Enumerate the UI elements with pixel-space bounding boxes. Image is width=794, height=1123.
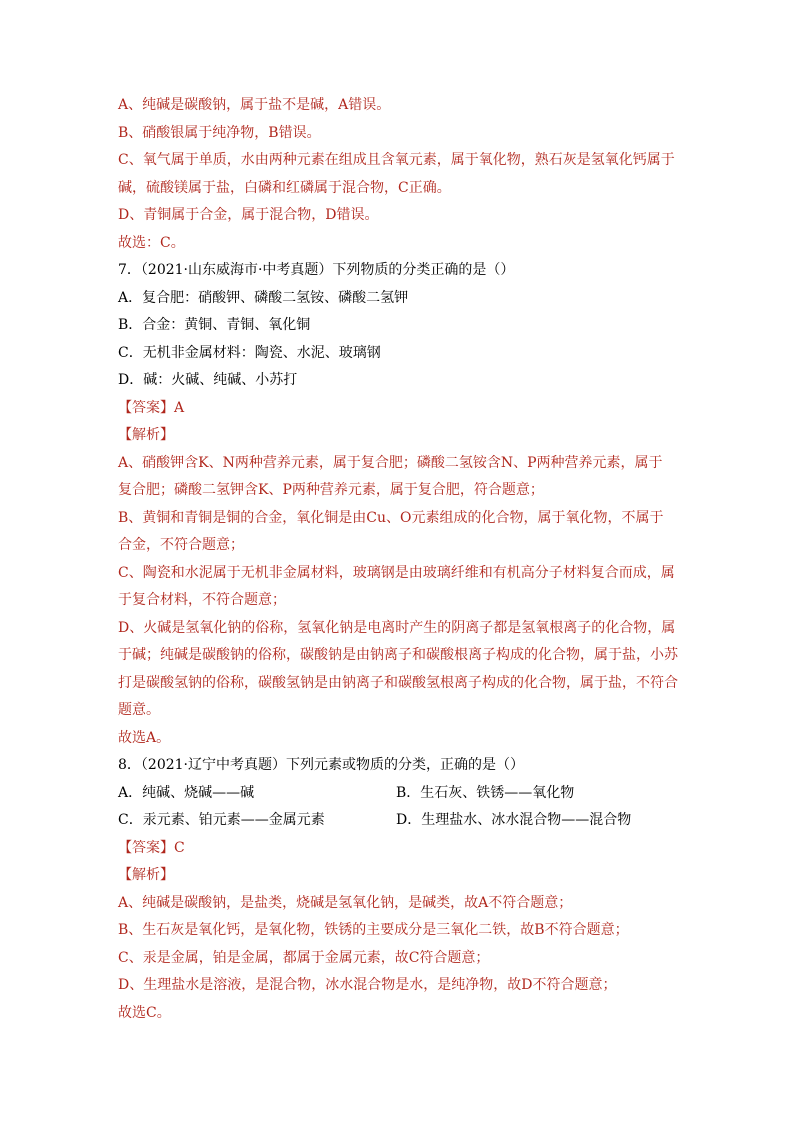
question-8 bbox=[118, 752, 688, 1027]
question-7-answer: 【答案】A bbox=[118, 399, 185, 416]
question-7-conclusion: 故选A。 bbox=[118, 729, 171, 746]
question-7-option-b: B．合金：黄铜、青铜、氧化铜 bbox=[118, 317, 311, 333]
question-8-options-row-2 bbox=[118, 807, 688, 835]
question-7 bbox=[118, 257, 688, 752]
prev-explanation-conclusion: 故选：C。 bbox=[118, 234, 185, 251]
question-8-option-d: D．生理盐水、冰水混合物——混合物 bbox=[396, 812, 632, 828]
question-8-option-b: B．生石灰、铁锈——氧化物 bbox=[396, 784, 575, 801]
question-7-analysis-line: C、陶瓷和水泥属于无机非金属材料，玻璃钢是由玻璃纤维和有机高分子材料复合而成，属 bbox=[118, 564, 675, 581]
question-7-analysis-line: 题意。 bbox=[118, 702, 160, 718]
question-7-analysis-line: 于复合材料，不符合题意； bbox=[118, 592, 286, 608]
prev-explanation-c1: C、氧气属于单质，水由两种元素在组成且含氧元素，属于氧化物，熟石灰是氢氧化钙属于 bbox=[118, 152, 675, 168]
question-7-analysis-line: D、火碱是氢氧化钠的俗称，氢氧化钠是电离时产生的阴离子都是氢氧根离子的化合物，属 bbox=[118, 619, 676, 636]
prev-explanation-c2: 碱，硫酸镁属于盐，白磷和红磷属于混合物，C正确。 bbox=[118, 179, 451, 196]
question-7-analysis-line: 复合肥；磷酸二氢钾含K、P两种营养元素，属于复合肥，符合题意； bbox=[118, 482, 544, 498]
question-8-answer: 【答案】C bbox=[118, 839, 185, 856]
question-8-option-c: C．汞元素、铂元素——金属元素 bbox=[118, 812, 325, 828]
question-7-option-c: C．无机非金属材料：陶瓷、水泥、玻璃钢 bbox=[118, 344, 381, 361]
question-8-analysis-line: C、汞是金属，铂是金属，都属于金属元素，故C符合题意； bbox=[118, 949, 490, 966]
question-8-stem: 8．（2021·辽宁中考真题）下列元素或物质的分类，正确的是（） bbox=[118, 757, 524, 773]
question-7-stem: 7．（2021·山东威海市·中考真题）下列物质的分类正确的是（） bbox=[118, 262, 515, 278]
question-8-analysis-line: D、生理盐水是溶液，是混合物，冰水混合物是水，是纯净物，故D不符合题意； bbox=[118, 977, 617, 993]
question-8-analysis-label: 【解析】 bbox=[118, 867, 174, 883]
question-7-analysis-line: 于碱；纯碱是碳酸钠的俗称，碳酸钠是由钠离子和碳酸根离子构成的化合物，属于盐，小苏 bbox=[118, 647, 678, 663]
question-7-analysis-label: 【解析】 bbox=[118, 427, 174, 443]
prev-explanation-b: B、硝酸银属于纯净物，B错误。 bbox=[118, 124, 321, 141]
question-7-analysis-line: 打是碳酸氢钠的俗称，碳酸氢钠是由钠离子和碳酸氢根离子构成的化合物，属于盐，不符合 bbox=[118, 674, 678, 691]
question-7-option-a: A．复合肥：硝酸钾、磷酸二氢铵、磷酸二氢钾 bbox=[118, 289, 409, 306]
question-7-option-d: D．碱：火碱、纯碱、小苏打 bbox=[118, 372, 298, 388]
question-7-analysis-line: 合金，不符合题意； bbox=[118, 537, 244, 553]
prev-explanation-d: D、青铜属于合金，属于混合物，D错误。 bbox=[118, 207, 379, 223]
question-8-conclusion: 故选C。 bbox=[118, 1004, 171, 1021]
prev-explanation-a: A、纯碱是碳酸钠，属于盐不是碱，A错误。 bbox=[118, 97, 391, 113]
document-page bbox=[118, 92, 688, 1027]
question-8-option-a: A．纯碱、烧碱——碱 bbox=[118, 784, 255, 801]
question-8-analysis-line: B、生石灰是氧化钙，是氧化物，铁锈的主要成分是三氧化二铁，故B不符合题意； bbox=[118, 922, 629, 938]
question-8-options-row-1 bbox=[118, 780, 688, 808]
prev-explanation bbox=[118, 92, 688, 257]
question-7-analysis-line: B、黄铜和青铜是铜的合金，氧化铜是由Cu、O元素组成的化合物，属于氧化物，不属于 bbox=[118, 509, 664, 526]
question-7-analysis-line: A、硝酸钾含K、N两种营养元素，属于复合肥；磷酸二氢铵含N、P两种营养元素，属于 bbox=[118, 454, 663, 471]
question-8-analysis-line: A、纯碱是碳酸钠，是盐类，烧碱是氢氧化钠，是碱类，故A不符合题意； bbox=[118, 894, 573, 911]
